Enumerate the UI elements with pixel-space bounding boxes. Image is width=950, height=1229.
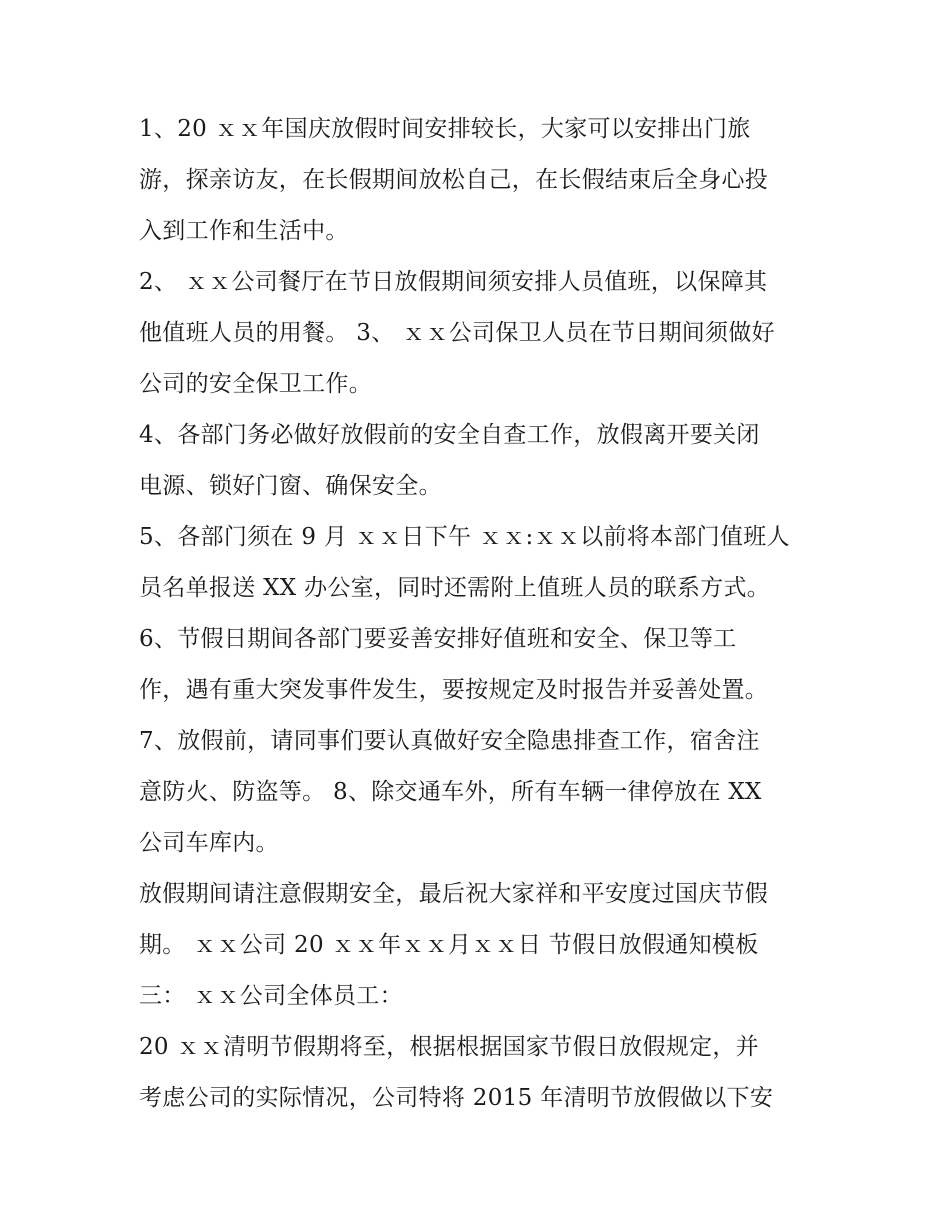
text-line: 期。 ｘｘ公司 20 ｘｘ年ｘｘ月ｘｘ日 节假日放假通知模板 [139,932,759,958]
text-line: 意防火、防盗等。 8、除交通车外，所有车辆一律停放在 XX [139,779,762,805]
text-line: 放假期间请注意假期安全，最后祝大家祥和平安度过国庆节假 [139,881,769,907]
text-line: 2、 ｘｘ公司餐厅在节日放假期间须安排人员值班，以保障其 [139,269,768,295]
text-line: 7、放假前，请同事们要认真做好安全隐患排查工作，宿舍注 [139,728,760,754]
text-line: 员名单报送 XX 办公室，同时还需附上值班人员的联系方式。 [139,575,771,601]
text-line: 公司车库内。 [139,830,279,856]
text-line: 6、节假日期间各部门要妥善安排好值班和安全、保卫等工 [139,626,737,652]
text-line: 游，探亲访友，在长假期间放松自己，在长假结束后全身心投 [139,167,769,193]
text-line: 他值班人员的用餐。 3、 ｘｘ公司保卫人员在节日期间须做好 [139,320,775,346]
text-line: 三： ｘｘ公司全体员工： [139,983,403,1009]
text-line: 20 ｘｘ清明节假期将至，根据根据国家节假日放假规定，并 [139,1034,759,1060]
text-line: 1、20 ｘｘ年国庆放假时间安排较长，大家可以安排出门旅 [139,116,751,142]
document-body [139,104,829,1124]
text-line: 作，遇有重大突发事件发生，要按规定及时报告并妥善处置。 [139,677,769,703]
text-line: 公司的安全保卫工作。 [139,371,372,397]
text-line: 5、各部门须在 9 月 ｘｘ日下午 ｘｘ:ｘｘ以前将本部门值班人 [139,524,790,550]
text-line: 电源、锁好门窗、确保安全。 [139,473,442,499]
text-line: 入到工作和生活中。 [139,218,349,244]
text-line: 4、各部门务必做好放假前的安全自查工作，放假离开要关闭 [139,422,760,448]
text-line: 考虑公司的实际情况，公司特将 2015 年清明节放假做以下安 [139,1085,774,1111]
